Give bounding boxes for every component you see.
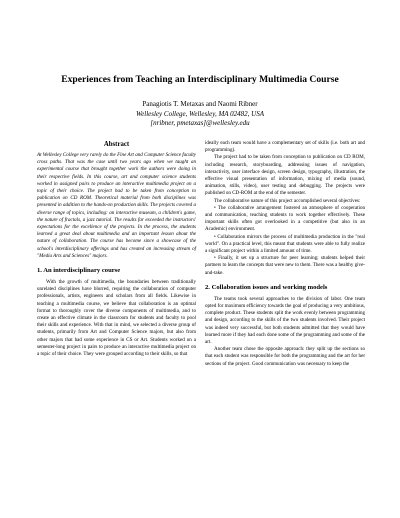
section-2-paragraph: The teams took several approaches to the division of labor. One team opted for maximum efficiency towards the goal of producing a very ambitious, complete product. These students split the work evenly between programming and design, according to the skills of the two students involved. Their project was indeed very successful, but both students admitted that they would have learned more if they had each done some of the programming and some of the art.: [205, 295, 365, 346]
right-column: [205, 140, 365, 368]
left-column: [37, 140, 196, 358]
bullet-item: • Finally, it set up a structure for peer learning; students helped their partners to learn the concepts that were new to them. There was a healthy give-and-take.: [205, 255, 365, 276]
author-block: [0, 100, 400, 129]
author-affiliation: Wellesley College, Wellesley, MA 02482, USA: [135, 109, 265, 118]
section-1-paragraph: With the growth of multimedia, the boundaries between traditionally unrelated disciplines have blurred, requiring the collaboration of computer professionals, artists, engineers and scholars from all fields. Likewise in teaching a multimedia course, we believe that collaboration is an optimal format to thoroughly cover the diverse components of multimedia, and to create an effective climate in the classroom for students and faculty to pool their skills and experience. With that in mind, we selected a diverse group of students, primarily from Art and Computer Science majors, but also from other majors that had some experience in CS or Art. Students worked on a semester-long project in pairs to produce an interactive multimedia project on a topic of their choice. They were grouped according to their skills, so that: [37, 279, 196, 358]
section-2-paragraph-2: Another team chose the opposite approach: they split up the sections so that each student was responsible for both the programming and the art for her sections of the project. Good communication was necessary to keep the: [205, 346, 365, 367]
abstract-text: At Wellesley College very rarely do the Fine Art and Computer Science faculty cross paths. That was the case until two years ago when we taught an experimental course that brought together work the authors were doing in their respective fields. In this course, art and computer science students worked in assigned pairs to produce an interactive multimedia project on a topic of their choice. The project had to be taken from conception to publication on CD ROM. Theoretical material from both disciplines was presented in addition to the hands-on production skills. The projects covered a diverse range of topics, including: an interactive museum, a children's game, the nature of fractals, a jazz tutorial. The results far exceeded the instructors' expectations for the excellence of the projects. In the process, the students learned a great deal about multimedia and an important lesson about the nature of collaboration. The course has become since a showcase of the school's interdisciplinary offerings and has created an increasing stream of "Media Arts and Sciences" majors.: [37, 152, 196, 259]
bullet-item: • Collaboration mirrors the process of multimedia production in the "real world". On a practical level, this meant that students were able to fully realize a significant project within a limited amount of time.: [205, 233, 365, 255]
abstract-heading: Abstract: [103, 141, 130, 148]
author-names: Panagiotis T. Metaxas and Naomi Ribner: [142, 100, 258, 108]
section-1-paragraph-2: The project had to be taken from conception to publication on CD ROM, including research, storyboarding, addressing issues of navigation, interactivity, user interface design, screen design, typography, illustration, the effective visual presentation of information, mixing of media (sound, animation, stills, video), user testing and debugging. The projects were published on CD-ROM at the end of the semester.: [205, 154, 365, 197]
author-emails: [nribner, pmetaxas]@wellesley.edu: [150, 119, 250, 127]
bullet-item: • The collaborative arrangement fostered an atmosphere of cooperation and communication, teaching students to work together effectively. These important skills often got overlooked in a competitive (but also in an Academic) environment.: [205, 204, 365, 233]
section-1-heading: 1. An interdisciplinary course: [37, 267, 121, 275]
section-1-continuation: ideally each team would have a complementary set of skills (i.e. both art and programming).: [205, 140, 365, 154]
paper-title: Experiences from Teaching an Interdisciplinary Multimedia Course: [61, 74, 339, 85]
section-1-paragraph-3: The collaborative nature of this project accomplished several objectives:: [214, 197, 361, 204]
section-2-heading: 2. Collaboration issues and working models: [205, 283, 328, 291]
